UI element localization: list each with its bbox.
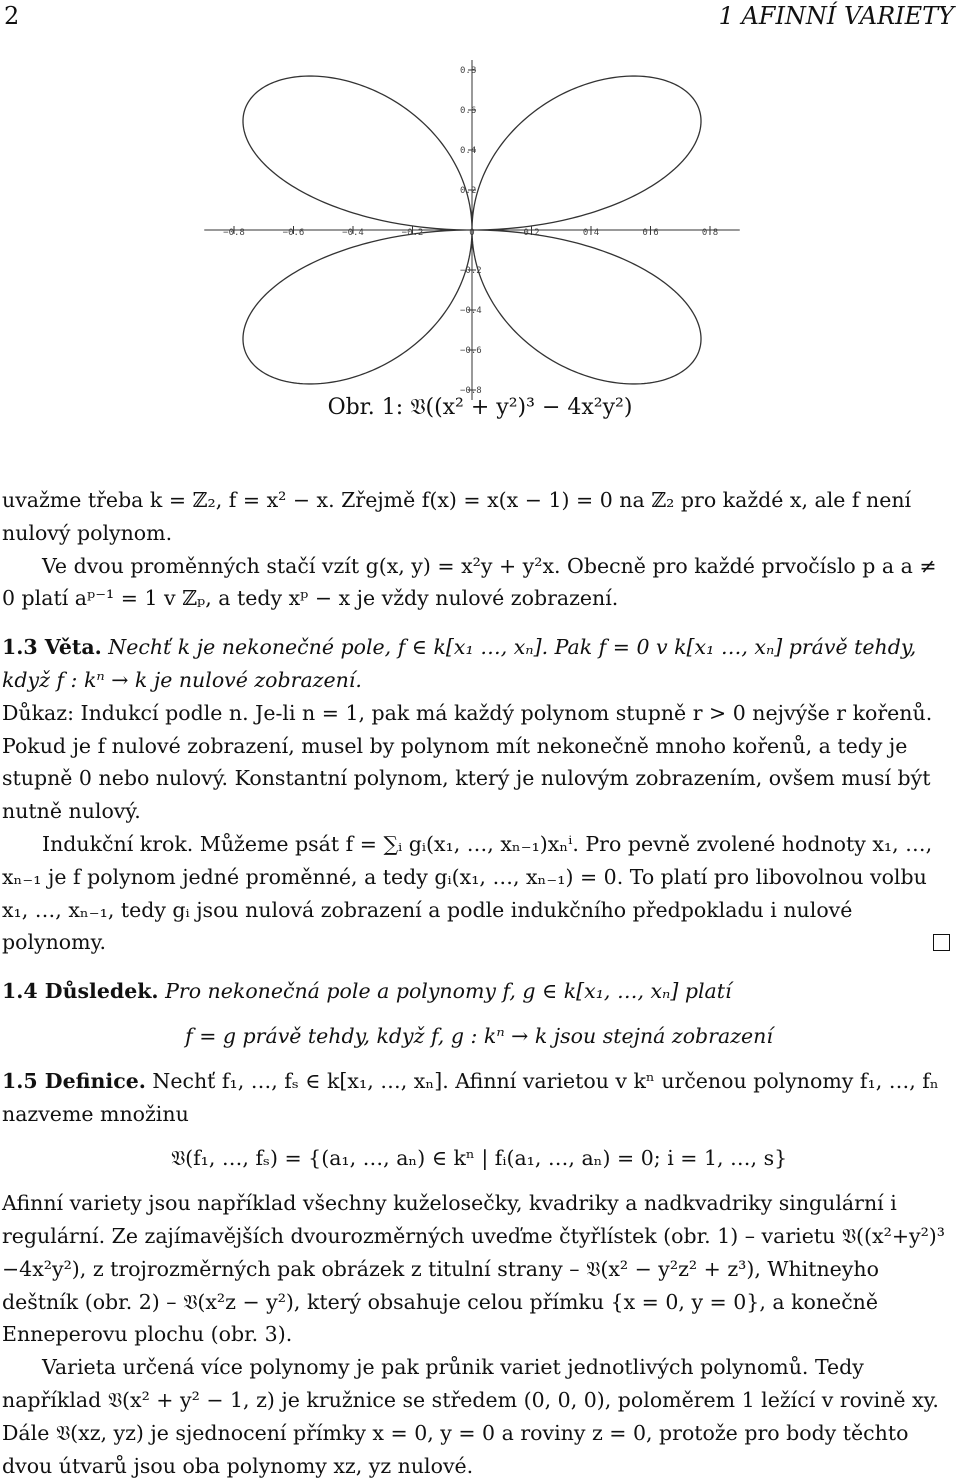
figure-caption: Obr. 1: 𝔙((x² + y²)³ − 4x²y²) [327,395,633,420]
paragraph-examples: Afinní variety jsou například všechny kuželosečky, kvadriky a nadkvadriky singulární i regulární. Ze zajímavějších dvourozměrných uveďme čtyřlístek (obr. 1) – varietu 𝔙((x²+y²)³ −4x²y²), z trojrozměrných pak obrázek z titulní strany – 𝔙(x² − y²z² + z³), Whitneyho deštník (obr. 2) – 𝔙(x²z − y²), který obsahuje celou přímku {x = 0, y = 0}, a konečně Enneperovu plochu (obr. 3). [2,1191,946,1347]
corollary-1-4 [2,975,956,1008]
running-title: 1 AFINNÍ VARIETY [718,2,954,30]
definition-label: 1.5 Definice. [2,1068,146,1093]
corollary-display: f = g právě tehdy, když f, g : kⁿ → k jsou stejná zobrazení [185,1023,773,1048]
page-number: 2 [4,2,20,30]
induction-text: Indukční krok. Můžeme psát f = ∑ᵢ gᵢ(x₁, …, xₙ₋₁)xₙⁱ. Pro pevně zvolené hodnoty x₁, …, xₙ₋₁ je f polynom jedné proměnné, a tedy gᵢ(x₁, …, xₙ₋₁) = 0. To platí pro libovolnou volbu x₁, …, xₙ₋₁, tedy gᵢ jsou nulová zobrazení a podle indukčního předpokladu i nulové polynomy. [2,831,933,955]
paragraph-intro: uvažme třeba k = ℤ₂, f = x² − x. Zřejmě f(x) = x(x − 1) = 0 na ℤ₂ pro každé x, ale f není nulový polynom. [2,488,912,545]
clover-plot [223,52,719,396]
corollary-label: 1.4 Důsledek. [2,979,159,1004]
qed-square-icon [933,934,950,951]
x-tick-label: 0 [469,228,475,238]
induction-step [2,828,956,959]
paragraph-intersection: Varieta určená více polynomy je pak průnik variet jednotlivých polynomů. Tedy například 𝔙(x² + y² − 1, z) je kružnice se středem (0, 0, 0), poloměrem 1 ležící v rovině xy. Dále 𝔙(xz, yz) je sjednocení přímky x = 0, y = 0 a roviny z = 0, protože pro body těchto dvou útvarů jsou oba polynomy xz, yz nulové. [2,1355,939,1478]
y-tick-label: −0.2 [460,266,482,276]
y-tick-label: 0.4 [460,146,477,156]
x-tick-label: 0.2 [523,228,540,238]
figure-four-leaf-clover [223,52,719,396]
paragraph-two-variables: Ve dvou proměnných stačí vzít g(x, y) = x²y + y²x. Obecně pro každé prvočíslo p a a ≠ 0 platí aᵖ⁻¹ = 1 v ℤₚ, a tedy xᵖ − x je vždy nulové zobrazení. [2,553,937,611]
theorem-1-3 [2,631,956,697]
theorem-label: 1.3 Věta. [2,635,102,660]
theorem-text: Nechť k je nekonečné pole, f ∈ k[x₁ …, xₙ]. Pak f = 0 v k[x₁ …, xₙ] právě tehdy, když f : kⁿ → k je nulové zobrazení. [2,635,917,692]
body-text [2,484,956,1482]
x-tick-label: −0.4 [342,228,364,238]
x-tick-label: −0.6 [282,228,305,238]
x-tick-label: 0.6 [642,228,659,238]
y-tick-label: 0.2 [460,186,477,196]
y-tick-label: −0.8 [460,386,482,396]
definition-text: Nechť f₁, …, fₛ ∈ k[x₁, …, xₙ]. Afinní varietou v kⁿ určenou polynomy f₁, …, fₙ nazveme množinu [2,1068,939,1126]
y-tick-label: 0.6 [460,106,477,116]
y-tick-label: −0.4 [460,306,482,316]
proof: Důkaz: Indukcí podle n. Je-li n = 1, pak má každý polynom stupně r > 0 nejvýše r kořenů. Pokud je f nulové zobrazení, musel by polynom mít nekonečně mnoho kořenů, a tedy je stupně 0 nebo nulový. Konstantní polynom, který je nulovým zobrazením, ovšem musí být nutně nulový. [2,700,933,824]
x-tick-label: −0.2 [401,228,424,238]
y-tick-label: −0.6 [460,346,482,356]
y-tick-label: 0.8 [460,66,477,76]
page-header [0,0,960,40]
definition-1-5 [2,1065,956,1131]
x-tick-label: 0.8 [701,228,719,238]
corollary-text: Pro nekonečná pole a polynomy f, g ∈ k[x₁, …, xₙ] platí [165,979,732,1004]
definition-display: 𝔙(f₁, …, fₛ) = {(a₁, …, aₙ) ∈ kⁿ | fᵢ(a₁, …, aₙ) = 0; i = 1, …, s} [170,1146,788,1171]
x-tick-label: 0.4 [582,228,600,238]
x-tick-label: −0.8 [223,228,245,238]
